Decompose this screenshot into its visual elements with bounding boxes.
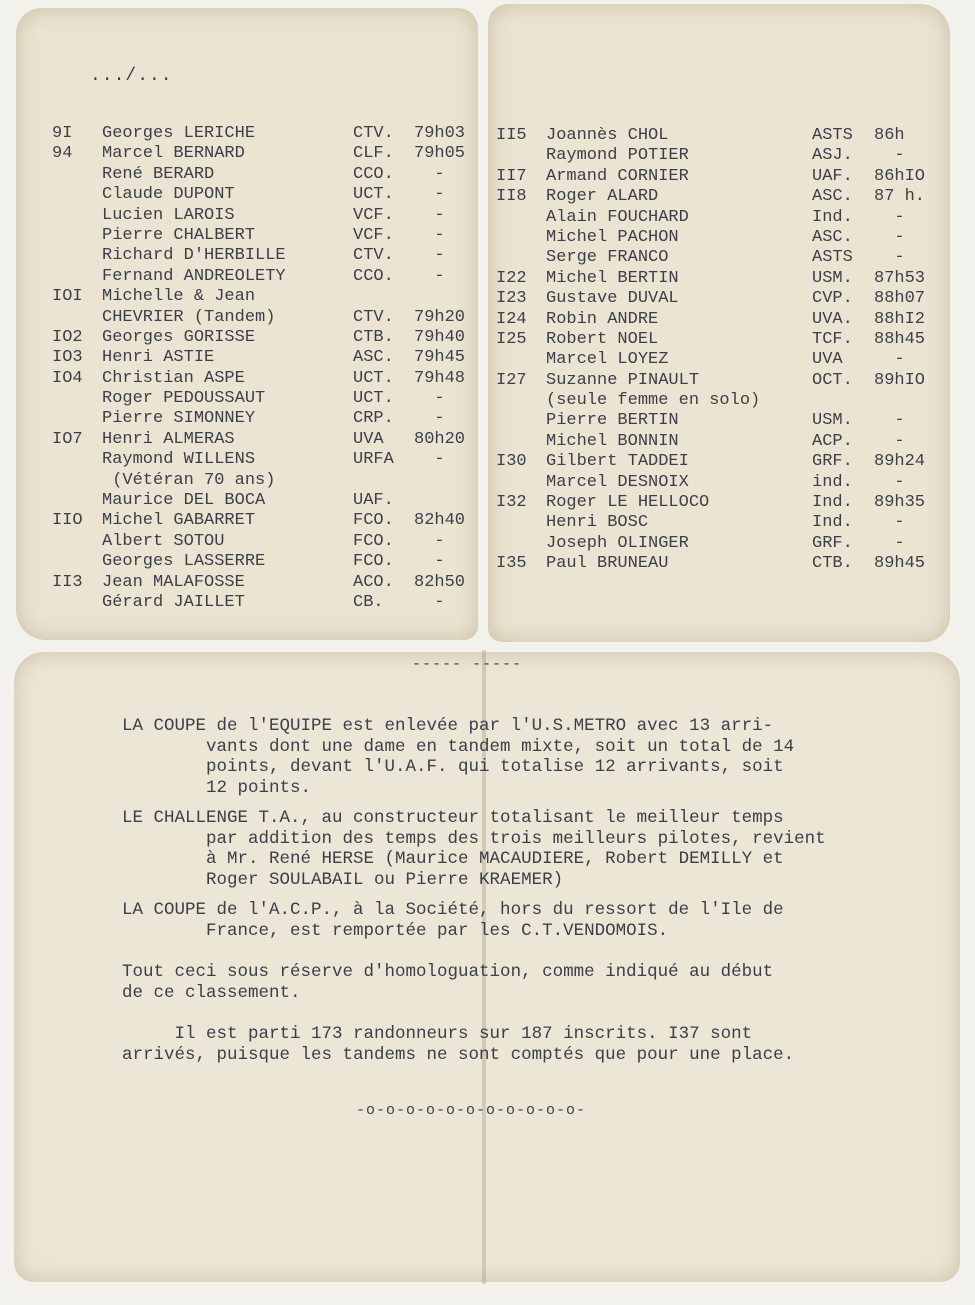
finish-time: 79h20 (414, 307, 466, 327)
finish-time: - (874, 350, 905, 370)
finish-time: 87h53 (874, 268, 926, 288)
rider-name: Marcel BERNARD (102, 144, 245, 164)
finish-time: 79h48 (414, 368, 466, 388)
club-code: UVA. (812, 309, 853, 329)
result-row (496, 473, 938, 493)
finish-time: 89h35 (874, 493, 926, 513)
club-code: UVA (353, 429, 384, 449)
club-code: CTV. (353, 246, 394, 266)
finish-time: - (874, 411, 905, 431)
result-row (52, 491, 477, 511)
result-row (496, 391, 938, 411)
finish-time: - (414, 552, 445, 572)
club-code: GRF. (812, 533, 853, 553)
finish-time: - (874, 207, 905, 227)
rider-name: Roger LE HELLOCO (546, 493, 710, 513)
finish-time: - (874, 146, 905, 166)
club-code: CCO. (353, 266, 394, 286)
finish-time: - (874, 227, 905, 247)
result-row (496, 330, 938, 350)
finish-time: - (874, 248, 905, 268)
rank-number: I25 (496, 329, 527, 349)
rider-name: Fernand ANDREOLETY (102, 266, 286, 286)
result-row (52, 471, 477, 491)
rider-name: Paul BRUNEAU (546, 554, 669, 574)
rider-name: (Vétéran 70 ans) (102, 470, 276, 490)
finish-time: - (414, 185, 445, 205)
club-code: USM. (812, 268, 853, 288)
continuation-mark: .../... (90, 66, 173, 86)
club-code: CB. (353, 592, 384, 612)
result-row (52, 369, 477, 389)
rider-name: Serge FRANCO (546, 248, 669, 268)
result-row (52, 185, 477, 205)
result-row (496, 310, 938, 330)
finish-time: 87 h. (874, 187, 926, 207)
result-row (496, 371, 938, 391)
finish-time: 88hI2 (874, 309, 926, 329)
result-row (496, 248, 938, 268)
club-code: ACP. (812, 431, 853, 451)
result-row (52, 226, 477, 246)
challenge-ta-paragraph: LE CHALLENGE T.A., au constructeur totalisant le meilleur temps par addition des temps des trois meilleurs pilotes, revient à Mr. René HERSE (Maurice MACAUDIERE, Robert DEMILLY et Roger SOULABAIL ou Pierre KRAEMER) (122, 808, 826, 890)
rank-number: I22 (496, 268, 527, 288)
finish-time: - (414, 164, 445, 184)
result-row (496, 269, 938, 289)
result-row (52, 246, 477, 266)
rider-name: Michel BONNIN (546, 431, 679, 451)
result-row (496, 187, 938, 207)
rank-number: I32 (496, 493, 527, 513)
result-row (52, 593, 477, 613)
rider-name: Raymond POTIER (546, 146, 689, 166)
homologation-paragraph: Tout ceci sous réserve d'homologuation, comme indiqué au début de ce classement. (122, 962, 774, 1003)
coupe-acp-paragraph: LA COUPE de l'A.C.P., à la Société, hors du ressort de l'Ile de France, est remportée par les C.T.VENDOMOIS. (122, 900, 784, 941)
finish-time: - (414, 389, 445, 409)
rider-name: Richard D'HERBILLE (102, 246, 286, 266)
club-code: CTB. (353, 327, 394, 347)
result-row (52, 348, 477, 368)
results-left-column (52, 124, 477, 613)
rider-name: Marcel DESNOIX (546, 472, 689, 492)
rider-name: Michel GABARRET (102, 511, 256, 531)
rider-name: Georges LERICHE (102, 124, 256, 143)
club-code: VCF. (353, 225, 394, 245)
finish-time: 86h (874, 126, 905, 145)
club-code: Ind. (812, 493, 853, 513)
club-code: Ind. (812, 207, 853, 227)
finish-time: 82h50 (414, 572, 466, 592)
rider-name: Lucien LAROIS (102, 205, 235, 225)
rank-number: II5 (496, 126, 527, 145)
rider-name: Michel PACHON (546, 227, 679, 247)
result-row (52, 430, 477, 450)
finish-time: - (414, 592, 445, 612)
result-row (52, 409, 477, 429)
result-row (496, 432, 938, 452)
club-code: CTV. (353, 307, 394, 327)
rank-number: I30 (496, 452, 527, 472)
finish-time: 82h40 (414, 511, 466, 531)
rider-name: Joseph OLINGER (546, 533, 689, 553)
result-row (52, 287, 477, 307)
club-code: FCO. (353, 511, 394, 531)
result-row (52, 328, 477, 348)
finish-time: 79h40 (414, 327, 466, 347)
results-right-column (496, 126, 938, 575)
coupe-equipe-paragraph: LA COUPE de l'EQUIPE est enlevée par l'U.S.METRO avec 13 arri- vants dont une dame en tandem mixte, soit un total de 14 points, devant l'U.A.F. qui totalise 12 arrivants, soit 12 points. (122, 716, 795, 798)
finish-time: 79h03 (414, 124, 466, 143)
finish-time: - (414, 450, 445, 470)
rider-name: Maurice DEL BOCA (102, 491, 266, 511)
finish-time: - (874, 533, 905, 553)
rider-name: Henri ASTIE (102, 348, 215, 368)
finish-time: - (414, 225, 445, 245)
finish-time: - (414, 205, 445, 225)
club-code: UCT. (353, 389, 394, 409)
club-code: ASTS (812, 126, 853, 145)
rider-name: Pierre SIMONNEY (102, 409, 256, 429)
rank-number: II3 (52, 572, 83, 592)
rider-name: Armand CORNIER (546, 166, 689, 186)
club-code: CLF. (353, 144, 394, 164)
club-code: FCO. (353, 552, 394, 572)
club-code: ACO. (353, 572, 394, 592)
finish-time: 88h07 (874, 289, 926, 309)
result-row (52, 450, 477, 470)
rider-name: Roger ALARD (546, 187, 659, 207)
rider-name: René BERARD (102, 164, 215, 184)
result-row (52, 165, 477, 185)
participants-paragraph: Il est parti 173 randonneurs sur 187 inscrits. I37 sont arrivés, puisque les tandems ne sont comptés que pour une place. (122, 1024, 795, 1065)
finish-time: 86hIO (874, 166, 926, 186)
result-row (496, 146, 938, 166)
club-code: ASC. (812, 187, 853, 207)
club-code: ASJ. (812, 146, 853, 166)
rider-name: Pierre BERTIN (546, 411, 679, 431)
club-code: CCO. (353, 164, 394, 184)
rider-name: CHEVRIER (Tandem) (102, 307, 276, 327)
result-row (52, 308, 477, 328)
club-code: UCT. (353, 185, 394, 205)
rider-name: Suzanne PINAULT (546, 370, 700, 390)
finish-time: 79h45 (414, 348, 466, 368)
club-code: UAF. (353, 491, 394, 511)
club-code: ASC. (353, 348, 394, 368)
club-code: UVA (812, 350, 843, 370)
finish-time: - (414, 531, 445, 551)
rider-name: Claude DUPONT (102, 185, 235, 205)
rider-name: Alain FOUCHARD (546, 207, 689, 227)
rider-name: Christian ASPE (102, 368, 245, 388)
rider-name: Michel BERTIN (546, 268, 679, 288)
rank-number: IO3 (52, 348, 83, 368)
club-code: Ind. (812, 513, 853, 533)
club-code: URFA (353, 450, 394, 470)
rider-name: Henri BOSC (546, 513, 649, 533)
club-code: ind. (812, 472, 853, 492)
result-row (52, 552, 477, 572)
rider-name: Henri ALMERAS (102, 429, 235, 449)
finish-time: - (414, 409, 445, 429)
rider-name: Roger PEDOUSSAUT (102, 389, 266, 409)
result-row (496, 411, 938, 431)
result-row (52, 267, 477, 287)
finish-time: - (874, 472, 905, 492)
finish-time: 88h45 (874, 329, 926, 349)
finish-time: - (414, 266, 445, 286)
finish-time: 80h20 (414, 429, 466, 449)
result-row (496, 452, 938, 472)
club-code: UCT. (353, 368, 394, 388)
club-code: GRF. (812, 452, 853, 472)
result-row (496, 126, 938, 146)
finish-time: 79h05 (414, 144, 466, 164)
rider-name: Gilbert TADDEI (546, 452, 689, 472)
result-row (52, 389, 477, 409)
result-row (496, 493, 938, 513)
rank-number: I23 (496, 289, 527, 309)
rider-name: Joannès CHOL (546, 126, 669, 145)
finish-time: 89h45 (874, 554, 926, 574)
rank-number: 94 (52, 144, 73, 164)
rider-name: Gérard JAILLET (102, 592, 245, 612)
club-code: OCT. (812, 370, 853, 390)
rider-name: Georges LASSERRE (102, 552, 266, 572)
club-code: ASC. (812, 227, 853, 247)
section-separator: ----- ----- (412, 656, 523, 673)
rider-name: Jean MALAFOSSE (102, 572, 245, 592)
result-row (52, 532, 477, 552)
rider-name: Marcel LOYEZ (546, 350, 669, 370)
result-row (496, 289, 938, 309)
rider-name: Albert SOTOU (102, 531, 225, 551)
result-row (496, 208, 938, 228)
club-code: CTB. (812, 554, 853, 574)
rank-number: 9I (52, 124, 73, 143)
rider-name: Robert NOEL (546, 329, 659, 349)
result-row (52, 144, 477, 164)
rider-name: Robin ANDRE (546, 309, 659, 329)
result-row (496, 534, 938, 554)
rider-name: Michelle & Jean (102, 287, 256, 307)
rank-number: IO7 (52, 429, 83, 449)
rank-number: I27 (496, 370, 527, 390)
end-mark: -o-o-o-o-o-o-o-o-o-o-o- (356, 1102, 587, 1119)
rider-name: (seule femme en solo) (546, 391, 761, 411)
rider-name: Raymond WILLENS (102, 450, 256, 470)
finish-time: 89h24 (874, 452, 926, 472)
rider-name: Gustave DUVAL (546, 289, 679, 309)
club-code: ASTS (812, 248, 853, 268)
club-code: CRP. (353, 409, 394, 429)
result-row (52, 511, 477, 531)
club-code: TCF. (812, 329, 853, 349)
finish-time: - (874, 513, 905, 533)
club-code: CVP. (812, 289, 853, 309)
club-code: VCF. (353, 205, 394, 225)
club-code: USM. (812, 411, 853, 431)
club-code: FCO. (353, 531, 394, 551)
result-row (52, 573, 477, 593)
result-row (496, 228, 938, 248)
finish-time: - (874, 431, 905, 451)
rank-number: IOI (52, 287, 83, 307)
rank-number: II8 (496, 187, 527, 207)
finish-time: - (414, 246, 445, 266)
rank-number: IO2 (52, 327, 83, 347)
rider-name: Georges GORISSE (102, 327, 256, 347)
rider-name: Pierre CHALBERT (102, 225, 256, 245)
club-code: UAF. (812, 166, 853, 186)
result-row (496, 350, 938, 370)
result-row (52, 124, 477, 144)
rank-number: IO4 (52, 368, 83, 388)
rank-number: I35 (496, 554, 527, 574)
finish-time: 89hIO (874, 370, 926, 390)
rank-number: II7 (496, 166, 527, 186)
club-code: CTV. (353, 124, 394, 143)
result-row (52, 206, 477, 226)
result-row (496, 167, 938, 187)
rank-number: IIO (52, 511, 83, 531)
result-row (496, 554, 938, 574)
rank-number: I24 (496, 309, 527, 329)
result-row (496, 513, 938, 533)
